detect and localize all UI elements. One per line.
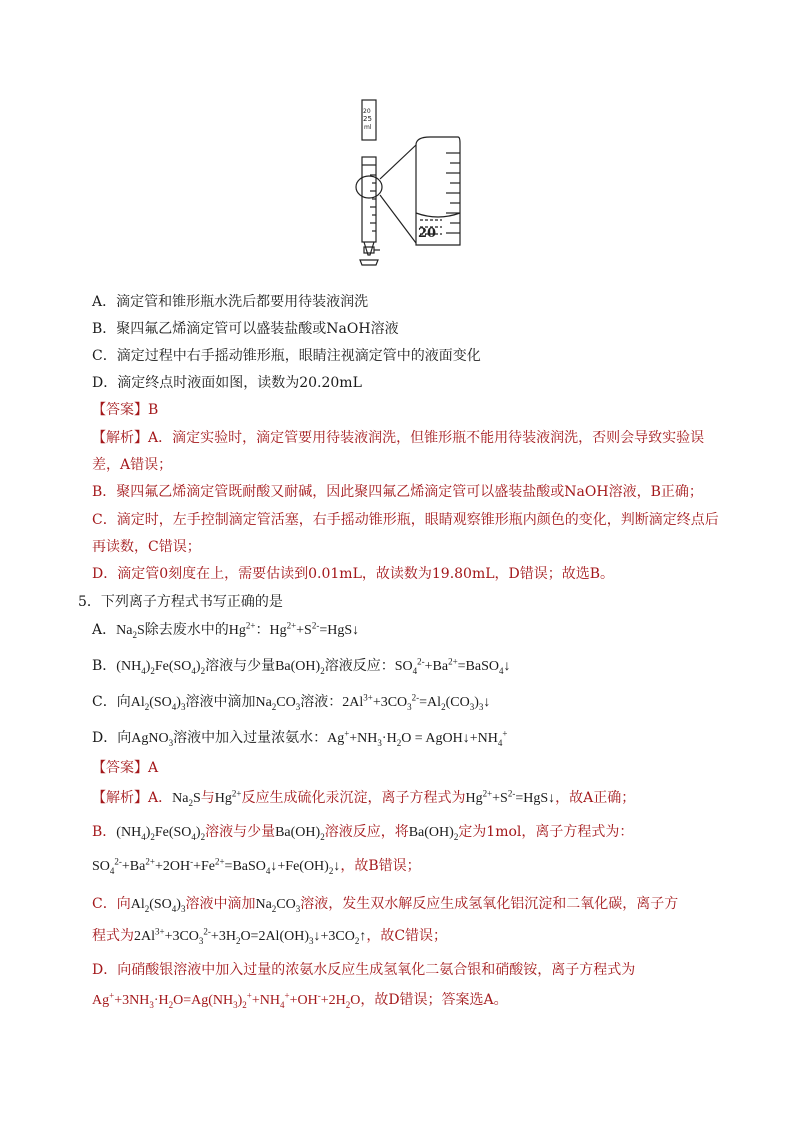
q5-a-text: 除去废水中的 (144, 622, 229, 638)
q5-an-c5: ，故C错误； (366, 928, 448, 944)
q4-analysis-line-6: D．滴定管0刻度在上，需要估读到0.01mL，故读数为19.80mL，D错误；故选B。 (92, 566, 615, 582)
q5-analysis-d: D．向硝酸银溶液中加入过量的浓氨水反应生成氢氧化二氨合银和硝酸铵，离子方程式为 (92, 962, 636, 978)
q5-option-b: B．$(NH_4)_2Fe(SO_4)_2$溶液与少量$Ba(OH)_2$溶液反应：$SO_4^{2-}+Ba^{2+}=BaSO_4↓$ (92, 656, 511, 676)
q5-analysis-c-eq: 程式为$2Al^{3+}+3CO_3^{2-}+3H_2O=2Al(OH)_3↓+3CO_2↑$，故C错误； (92, 926, 448, 946)
q5-an-a2: 与 (200, 790, 215, 806)
q4-analysis-line-3: B．聚四氟乙烯滴定管既耐酸又耐碱，因此聚四氟乙烯滴定管可以盛装盐酸或NaOH溶液，B正确； (92, 484, 703, 500)
q5-analysis-c: C．向$Al_2(SO_4)_3$溶液中滴加$Na_2CO_3$溶液，发生双水解反应生成氢氧化铝沉淀和二氧化碳，离子方 (92, 896, 679, 914)
q5-analysis-a: 【解析】A．$Na_2S$与$Hg^{2+}$反应生成硫化汞沉淀，离子方程式为$Hg^{2+}+S^{2-}=HgS↓$，故A正确； (92, 788, 636, 808)
q5-option-a: A．$Na_2S$除去废水中的$Hg^{2+}$：$Hg^{2+}+S^{2-}=HgS↓$ (92, 620, 360, 640)
q5-an-c4: 程式为 (92, 928, 134, 944)
q5-c-prefix: C．向 (92, 694, 131, 710)
q5-analysis-d-eq: $Ag^++3NH_3\cdot H_2O=Ag(NH_3)_2^++NH_4^++OH^-+2H_2O$，故D错误；答案选A。 (92, 990, 508, 1010)
q4-answer: 【答案】B (92, 402, 159, 418)
q5-an-b4: 定为1mol，离子方程式为： (458, 824, 634, 840)
figure-label-25: 25 (363, 115, 372, 123)
figure-label-20: 20 (418, 226, 437, 241)
svg-text:20: 20 (363, 108, 371, 115)
q5-d-text: 溶液中加入过量浓氨水： (173, 730, 328, 746)
q5-d-prefix: D．向 (92, 730, 132, 746)
q5-an-b1: B． (92, 824, 117, 840)
q4-option-c: C．滴定过程中右手摇动锥形瓶，眼睛注视滴定管中的液面变化 (92, 348, 481, 364)
q5-an-a3: 反应生成硫化汞沉淀，离子方程式为 (241, 790, 466, 806)
q5-an-a4: ，故A正确； (555, 790, 636, 806)
q5-an-c2: 溶液中滴加 (185, 896, 256, 912)
q4-option-d: D．滴定终点时液面如图，读数为20.20mL (92, 375, 362, 391)
q4-analysis-line-5: 再读数，C错误； (92, 539, 201, 555)
q4-analysis-line-2: 差，A错误； (92, 457, 173, 473)
q4-analysis-text-1: A．滴定实验时，滴定管要用待装液润洗，但锥形瓶不能用待装液润洗，否则会导致实验误 (148, 430, 705, 446)
q5-option-c: C．向$Al_2(SO_4)_3$溶液中滴加$Na_2CO_3$溶液：$2Al^{3+}+3CO_3^{2-}=Al_2(CO_3)_3↓$ (92, 692, 491, 712)
q5-c-text2: 溶液： (300, 694, 343, 710)
q4-analysis-line-1 (92, 428, 704, 448)
q5-b-text2: 溶液反应： (324, 658, 395, 674)
q5-an-a1: A． (148, 790, 173, 806)
q5-c-text: 溶液中滴加 (185, 694, 256, 710)
q4-option-b: B．聚四氟乙烯滴定管可以盛装盐酸或NaOH溶液 (92, 321, 399, 337)
q5-option-d: D．向AgNO$_3$溶液中加入过量浓氨水：$Ag^++NH_3\cdot H_2O$ = $AgOH↓+NH_4^+$ (92, 728, 508, 748)
q5-an-b5: ，故B错误； (340, 858, 421, 874)
q5-analysis-tag: 【解析】 (92, 790, 148, 806)
q5-answer: 【答案】A (92, 760, 159, 776)
q5-a-prefix: A． (92, 622, 117, 638)
burette-figure (350, 95, 470, 275)
q5-analysis-b-eq: $SO_4^{2-}+Ba^{2+}+2OH^-+Fe^{2+}=BaSO_4↓+Fe(OH)_2↓$，故B错误； (92, 856, 421, 876)
q5-an-c3: 溶液，发生双水解反应生成氢氧化铝沉淀和二氧化碳，离子方 (300, 896, 679, 912)
q5-an-d2: ，故D错误；答案选A。 (360, 992, 508, 1008)
q4-analysis-tag: 【解析】 (92, 430, 148, 446)
q4-analysis-line-4: C．滴定时，左手控制滴定管活塞，右手摇动锥形瓶，眼睛观察锥形瓶内颜色的变化，判断滴定终点后 (92, 512, 719, 528)
q5-analysis-b: B．$(NH_4)_2Fe(SO_4)_2$溶液与少量$Ba(OH)_2$溶液反应，将$Ba(OH)_2$定为1mol，离子方程式为： (92, 824, 634, 842)
q5-b-prefix: B． (92, 658, 117, 674)
q4-option-a: A．滴定管和锥形瓶水洗后都要用待装液润洗 (92, 294, 369, 310)
q5-stem: 5．下列离子方程式书写正确的是 (78, 594, 283, 610)
q5-an-b2: 溶液与少量 (205, 824, 276, 840)
q5-an-b3: 溶液反应，将 (324, 824, 409, 840)
q5-b-text: 溶液与少量 (205, 658, 276, 674)
figure-label-ml: ml (364, 124, 372, 131)
q5-an-c1: C．向 (92, 896, 131, 912)
